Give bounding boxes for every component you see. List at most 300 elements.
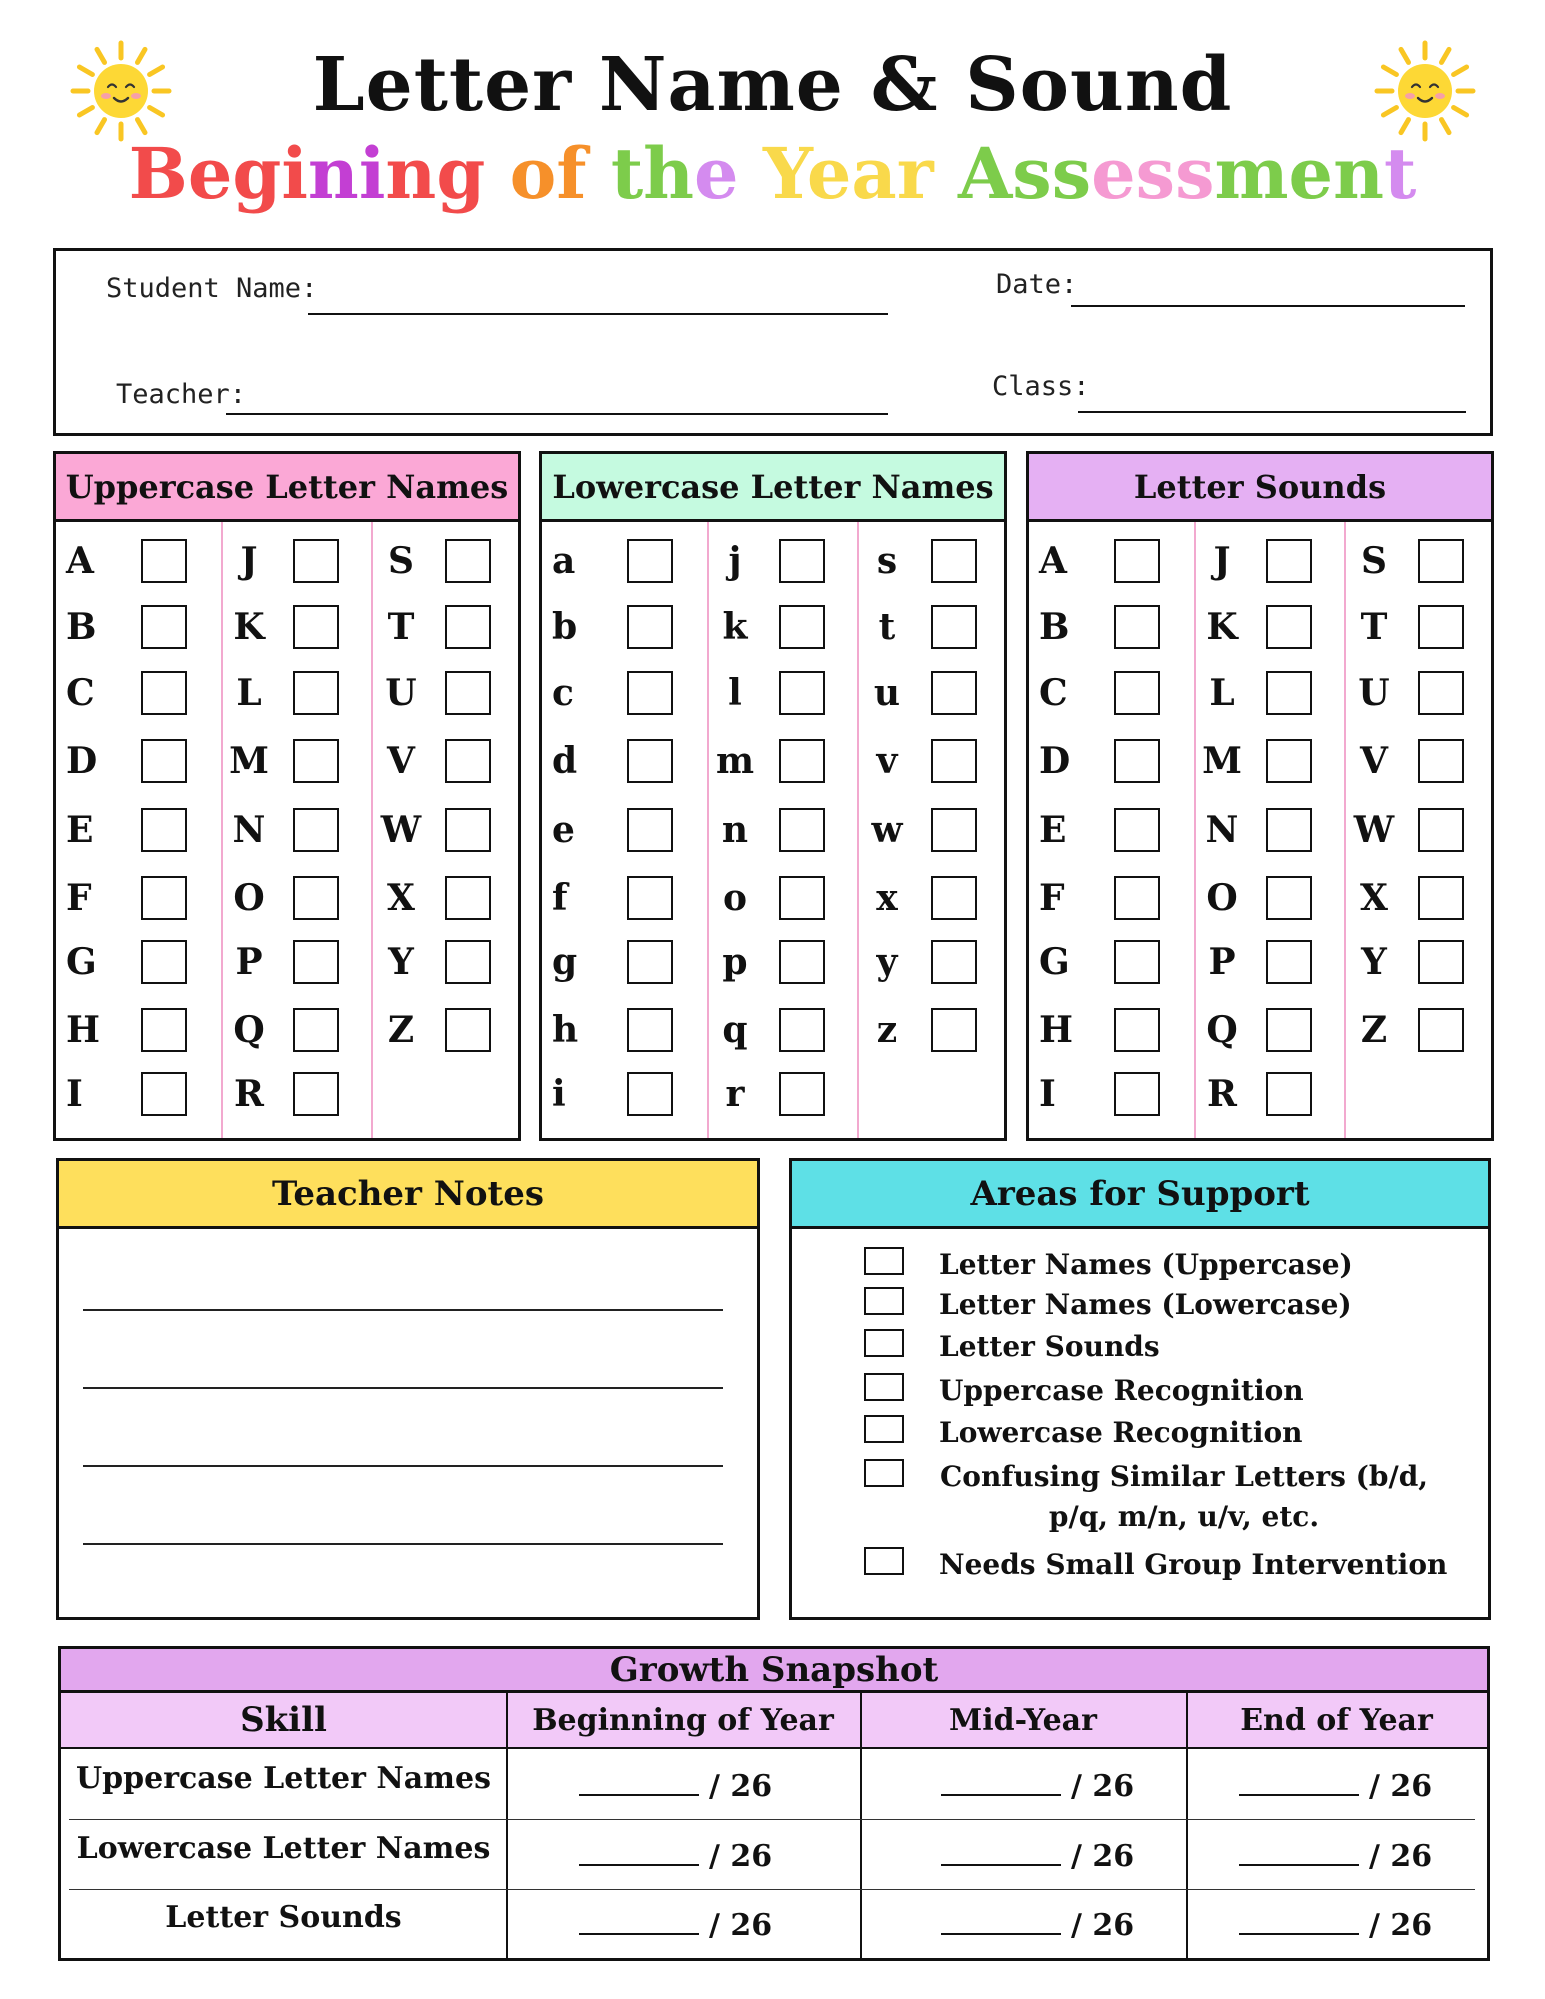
letter-label: a [552, 540, 576, 582]
letter-cell [705, 937, 825, 987]
letter-checkbox[interactable] [627, 739, 673, 783]
score-blank[interactable] [941, 1864, 1061, 1866]
letter-cell [857, 805, 977, 855]
letter-cell [66, 937, 187, 987]
letter-cell [1344, 1005, 1464, 1055]
support-item[interactable] [864, 1457, 1464, 1537]
end-of-year-column-header: End of Year [1186, 1693, 1487, 1749]
letter-cell [1344, 873, 1464, 923]
letter-label: Q [1206, 1009, 1238, 1051]
letter-label: A [66, 540, 94, 582]
letter-label: c [552, 672, 574, 714]
letter-label: Z [1360, 1009, 1388, 1051]
letter-cell [552, 602, 673, 652]
letter-checkbox[interactable] [779, 605, 825, 649]
score-total: / 26 [1071, 1908, 1135, 1943]
letter-label: i [552, 1073, 566, 1115]
beginning-of-year-column-header: Beginning of Year [506, 1693, 860, 1749]
score-total: / 26 [1369, 1769, 1433, 1804]
letter-checkbox[interactable] [141, 605, 187, 649]
panel-title: Lowercase Letter Names [542, 454, 1004, 522]
letter-label: T [387, 606, 415, 648]
letter-cell [1344, 536, 1464, 586]
support-checkbox[interactable] [864, 1287, 904, 1315]
letter-cell [66, 536, 187, 586]
letter-cell [1344, 668, 1464, 718]
letter-label: h [552, 1009, 579, 1051]
letter-label: U [1358, 672, 1390, 714]
letter-checkbox[interactable] [1114, 1008, 1160, 1052]
letter-label: N [1205, 809, 1239, 851]
letter-checkbox[interactable] [779, 1072, 825, 1116]
letter-label: H [66, 1009, 101, 1051]
letter-sounds-panel [1026, 451, 1494, 1141]
letter-label: D [1039, 740, 1071, 782]
letter-label: z [876, 1009, 898, 1051]
letter-label: y [876, 941, 898, 983]
letter-checkbox[interactable] [1114, 876, 1160, 920]
letter-checkbox[interactable] [1114, 605, 1160, 649]
letter-label: x [876, 877, 898, 919]
support-label: Lowercase Recognition [939, 1416, 1303, 1449]
letter-label: S [388, 540, 414, 582]
support-item[interactable] [864, 1413, 1464, 1453]
letter-checkbox[interactable] [1418, 876, 1464, 920]
score-blank[interactable] [579, 1794, 699, 1796]
letter-checkbox[interactable] [141, 539, 187, 583]
score-field[interactable] [941, 1908, 1134, 1943]
letter-cell [66, 805, 187, 855]
growth-snapshot-title: Growth Snapshot [61, 1649, 1487, 1693]
letter-label: K [233, 606, 265, 648]
letter-cell [705, 668, 825, 718]
class-field[interactable] [1078, 411, 1466, 413]
score-field[interactable] [941, 1769, 1134, 1804]
support-checkbox[interactable] [864, 1247, 904, 1275]
letter-label: L [236, 672, 262, 714]
letter-label: W [1353, 809, 1395, 851]
letter-cell [552, 668, 673, 718]
letter-cell [552, 1069, 673, 1119]
letter-checkbox[interactable] [1266, 671, 1312, 715]
support-label: Uppercase Recognition [939, 1374, 1304, 1407]
letter-checkbox[interactable] [141, 1008, 187, 1052]
score-blank[interactable] [1239, 1794, 1359, 1796]
letter-label: k [722, 606, 748, 648]
letter-checkbox[interactable] [779, 876, 825, 920]
letter-checkbox[interactable] [1114, 671, 1160, 715]
column-divider [860, 1693, 862, 1958]
letter-cell [219, 873, 339, 923]
letter-checkbox[interactable] [931, 808, 977, 852]
letter-checkbox[interactable] [445, 1008, 491, 1052]
letter-checkbox[interactable] [1266, 1008, 1312, 1052]
letter-label: I [66, 1073, 83, 1115]
letter-cell [1039, 736, 1160, 786]
letter-checkbox[interactable] [1418, 671, 1464, 715]
score-field[interactable] [941, 1839, 1134, 1874]
letter-cell [371, 1005, 491, 1055]
letter-checkbox[interactable] [293, 1072, 339, 1116]
letter-cell [857, 937, 977, 987]
letter-cell [219, 536, 339, 586]
score-field[interactable] [579, 1839, 772, 1874]
letter-cell [857, 602, 977, 652]
support-item[interactable] [864, 1285, 1464, 1325]
letter-cell [219, 805, 339, 855]
letter-label: T [1360, 606, 1388, 648]
letter-checkbox[interactable] [931, 539, 977, 583]
letter-cell [219, 1005, 339, 1055]
letter-cell [1039, 805, 1160, 855]
letter-cell [219, 1069, 339, 1119]
letter-checkbox[interactable] [627, 940, 673, 984]
letter-label: V [387, 740, 415, 782]
letter-checkbox[interactable] [293, 1008, 339, 1052]
letter-checkbox[interactable] [1114, 539, 1160, 583]
letter-checkbox[interactable] [627, 605, 673, 649]
letter-cell [371, 736, 491, 786]
subtitle-part: ng [385, 132, 510, 215]
letter-checkbox[interactable] [931, 671, 977, 715]
subtitle-part: t [1383, 132, 1417, 215]
support-item[interactable] [864, 1545, 1464, 1585]
letter-label: Y [1361, 941, 1387, 983]
class-label: Class: [992, 371, 1090, 402]
letter-label: G [1039, 941, 1070, 983]
support-label: Confusing Similar Letters (b/d, p/q, m/n, u/v, etc. [939, 1460, 1429, 1533]
score-total: / 26 [1071, 1769, 1135, 1804]
letter-label: r [725, 1073, 745, 1115]
row-divider [69, 1819, 1475, 1820]
letter-label: J [240, 540, 258, 582]
letter-cell [552, 937, 673, 987]
letter-checkbox[interactable] [445, 671, 491, 715]
letter-checkbox[interactable] [141, 940, 187, 984]
letter-cell [1344, 602, 1464, 652]
letter-cell [1192, 668, 1312, 718]
lowercase-letter-names-panel [539, 451, 1007, 1141]
letter-cell [371, 805, 491, 855]
letter-cell [705, 536, 825, 586]
support-checkbox[interactable] [864, 1547, 904, 1575]
note-line[interactable] [83, 1309, 723, 1311]
score-total: / 26 [709, 1908, 773, 1943]
score-total: / 26 [709, 1769, 773, 1804]
letter-label: R [234, 1073, 264, 1115]
letter-checkbox[interactable] [445, 876, 491, 920]
letter-cell [1192, 805, 1312, 855]
letter-label: V [1360, 740, 1388, 782]
support-item[interactable] [864, 1327, 1464, 1367]
score-field[interactable] [1239, 1769, 1432, 1804]
letter-checkbox[interactable] [445, 940, 491, 984]
letter-checkbox[interactable] [445, 739, 491, 783]
letter-label: O [233, 877, 265, 919]
letter-checkbox[interactable] [141, 671, 187, 715]
letter-label: e [552, 809, 575, 851]
letter-label: P [235, 941, 263, 983]
letter-checkbox[interactable] [1266, 940, 1312, 984]
letter-label: Z [387, 1009, 415, 1051]
letter-checkbox[interactable] [445, 605, 491, 649]
areas-for-support-title: Areas for Support [792, 1161, 1488, 1229]
letter-checkbox[interactable] [141, 1072, 187, 1116]
letter-checkbox[interactable] [1266, 739, 1312, 783]
letter-checkbox[interactable] [779, 940, 825, 984]
letter-checkbox[interactable] [931, 1008, 977, 1052]
score-field[interactable] [579, 1908, 772, 1943]
letter-checkbox[interactable] [931, 940, 977, 984]
letter-checkbox[interactable] [1266, 1072, 1312, 1116]
letter-label: l [728, 672, 742, 714]
student-info-box [53, 248, 1493, 436]
score-field[interactable] [579, 1769, 772, 1804]
letter-cell [1192, 873, 1312, 923]
support-checkbox[interactable] [864, 1459, 904, 1487]
letter-label: n [721, 809, 749, 851]
letter-checkbox[interactable] [445, 539, 491, 583]
letter-cell [371, 873, 491, 923]
letter-checkbox[interactable] [1114, 940, 1160, 984]
row-divider [69, 1889, 1475, 1890]
letter-checkbox[interactable] [1418, 940, 1464, 984]
letter-label: M [1202, 740, 1242, 782]
letter-label: s [876, 540, 898, 582]
letter-label: J [1213, 540, 1231, 582]
letter-cell [219, 668, 339, 718]
letter-checkbox[interactable] [293, 539, 339, 583]
student-name-label: Student Name: [106, 273, 318, 304]
support-label: Needs Small Group Intervention [939, 1548, 1448, 1581]
letter-checkbox[interactable] [779, 1008, 825, 1052]
letter-checkbox[interactable] [627, 808, 673, 852]
letter-checkbox[interactable] [1114, 739, 1160, 783]
letter-label: g [552, 941, 578, 983]
support-label: Letter Names (Uppercase) [939, 1248, 1353, 1281]
letter-label: S [1361, 540, 1387, 582]
letter-label: E [1039, 809, 1067, 851]
teacher-notes-box [56, 1158, 760, 1620]
letter-checkbox[interactable] [141, 739, 187, 783]
letter-label: F [66, 877, 92, 919]
teacher-field[interactable] [226, 413, 888, 415]
letter-cell [857, 536, 977, 586]
panel-title: Uppercase Letter Names [56, 454, 518, 522]
letter-cell [552, 736, 673, 786]
uppercase-letter-names-panel [53, 451, 521, 1141]
letter-checkbox[interactable] [141, 876, 187, 920]
score-total: / 26 [1369, 1908, 1433, 1943]
letter-checkbox[interactable] [1418, 1008, 1464, 1052]
letter-checkbox[interactable] [445, 808, 491, 852]
letter-checkbox[interactable] [1266, 605, 1312, 649]
support-checkbox[interactable] [864, 1415, 904, 1443]
note-line[interactable] [83, 1465, 723, 1467]
score-blank[interactable] [941, 1933, 1061, 1935]
skill-name: Uppercase Letter Names [76, 1761, 491, 1796]
letter-cell [705, 602, 825, 652]
subtitle-part: ni [307, 132, 386, 215]
subtitle-part: Begi [128, 132, 308, 215]
support-checkbox[interactable] [864, 1329, 904, 1357]
letter-cell [371, 668, 491, 718]
letter-label: v [876, 740, 898, 782]
date-label: Date: [996, 269, 1078, 300]
subtitle-part: Year [762, 132, 958, 215]
letter-cell [857, 1005, 977, 1055]
mid-year-column-header: Mid-Year [860, 1693, 1186, 1749]
letter-checkbox[interactable] [931, 605, 977, 649]
letter-cell [857, 873, 977, 923]
score-blank[interactable] [1239, 1933, 1359, 1935]
letter-cell [552, 1005, 673, 1055]
date-field[interactable] [1071, 305, 1465, 307]
letter-cell [66, 602, 187, 652]
letter-label: m [715, 740, 755, 782]
score-blank[interactable] [1239, 1864, 1359, 1866]
letter-cell [1192, 536, 1312, 586]
letter-label: H [1039, 1009, 1074, 1051]
score-total: / 26 [1071, 1839, 1135, 1874]
letter-label: K [1206, 606, 1238, 648]
note-line[interactable] [83, 1387, 723, 1389]
letter-cell [857, 668, 977, 718]
letter-checkbox[interactable] [779, 739, 825, 783]
letter-checkbox[interactable] [1266, 808, 1312, 852]
student-name-field[interactable] [308, 313, 888, 315]
letter-cell [1039, 536, 1160, 586]
letter-cell [219, 937, 339, 987]
letter-checkbox[interactable] [1266, 876, 1312, 920]
letter-label: M [229, 740, 269, 782]
letter-cell [66, 736, 187, 786]
letter-checkbox[interactable] [293, 808, 339, 852]
letter-label: f [552, 877, 568, 919]
letter-cell [66, 873, 187, 923]
letter-label: E [66, 809, 94, 851]
letter-checkbox[interactable] [779, 671, 825, 715]
note-line[interactable] [83, 1543, 723, 1545]
letter-cell [66, 1069, 187, 1119]
letter-checkbox[interactable] [293, 876, 339, 920]
letter-checkbox[interactable] [627, 876, 673, 920]
letter-cell [1344, 805, 1464, 855]
letter-checkbox[interactable] [627, 539, 673, 583]
letter-label: w [871, 809, 903, 851]
letter-checkbox[interactable] [141, 808, 187, 852]
letter-checkbox[interactable] [1418, 739, 1464, 783]
letter-label: W [380, 809, 422, 851]
letter-cell [1192, 602, 1312, 652]
letter-cell [705, 1069, 825, 1119]
letter-cell [1344, 937, 1464, 987]
page-title: Letter Name & Sound [312, 42, 1233, 128]
panel-title: Letter Sounds [1029, 454, 1491, 522]
letter-label: B [66, 606, 97, 648]
letter-cell [1039, 873, 1160, 923]
letter-cell [1192, 736, 1312, 786]
subtitle-part: men [1214, 132, 1384, 215]
letter-cell [371, 602, 491, 652]
letter-label: q [722, 1009, 748, 1051]
letter-checkbox[interactable] [1114, 808, 1160, 852]
letter-label: I [1039, 1073, 1056, 1115]
letter-cell [66, 668, 187, 718]
letter-cell [552, 873, 673, 923]
letter-cell [857, 736, 977, 786]
score-blank[interactable] [579, 1933, 699, 1935]
letter-cell [1039, 668, 1160, 718]
letter-checkbox[interactable] [293, 605, 339, 649]
skill-name: Letter Sounds [165, 1900, 402, 1935]
letter-checkbox[interactable] [627, 1008, 673, 1052]
letter-cell [705, 736, 825, 786]
letter-label: C [66, 672, 95, 714]
score-blank[interactable] [579, 1864, 699, 1866]
letter-label: R [1207, 1073, 1237, 1115]
areas-for-support-box [789, 1158, 1491, 1620]
letter-checkbox[interactable] [931, 739, 977, 783]
letter-cell [371, 937, 491, 987]
letter-checkbox[interactable] [1418, 808, 1464, 852]
letter-checkbox[interactable] [627, 671, 673, 715]
letter-checkbox[interactable] [779, 808, 825, 852]
support-label: Letter Sounds [939, 1330, 1160, 1363]
letter-cell [219, 736, 339, 786]
score-field[interactable] [1239, 1908, 1432, 1943]
score-field[interactable] [1239, 1839, 1432, 1874]
letter-checkbox[interactable] [1266, 539, 1312, 583]
support-item[interactable] [864, 1245, 1464, 1285]
letter-checkbox[interactable] [1418, 605, 1464, 649]
letter-cell [1344, 736, 1464, 786]
letter-label: t [878, 606, 896, 648]
letter-cell [66, 1005, 187, 1055]
skill-name: Lowercase Letter Names [76, 1831, 491, 1866]
letter-cell [1192, 1069, 1312, 1119]
subtitle-part: e [694, 132, 763, 215]
support-checkbox[interactable] [864, 1373, 904, 1401]
letter-label: N [232, 809, 266, 851]
letter-label: p [722, 941, 748, 983]
letter-checkbox[interactable] [627, 1072, 673, 1116]
letter-label: b [552, 606, 578, 648]
letter-cell [705, 873, 825, 923]
letter-checkbox[interactable] [293, 671, 339, 715]
letter-checkbox[interactable] [1114, 1072, 1160, 1116]
score-blank[interactable] [941, 1794, 1061, 1796]
column-divider [1186, 1693, 1188, 1958]
letter-label: d [552, 740, 578, 782]
letter-label: O [1206, 877, 1238, 919]
letter-label: j [728, 540, 742, 582]
letter-cell [1192, 1005, 1312, 1055]
letter-checkbox[interactable] [931, 876, 977, 920]
letter-label: C [1039, 672, 1068, 714]
score-total: / 26 [1369, 1839, 1433, 1874]
letter-label: Y [388, 941, 414, 983]
support-label: Letter Names (Lowercase) [939, 1288, 1352, 1321]
letter-checkbox[interactable] [1418, 539, 1464, 583]
letter-checkbox[interactable] [293, 940, 339, 984]
letter-checkbox[interactable] [779, 539, 825, 583]
support-item[interactable] [864, 1371, 1464, 1411]
subtitle-part: of [509, 132, 611, 215]
letter-checkbox[interactable] [293, 739, 339, 783]
letter-cell [1192, 937, 1312, 987]
teacher-notes-title: Teacher Notes [59, 1161, 757, 1229]
